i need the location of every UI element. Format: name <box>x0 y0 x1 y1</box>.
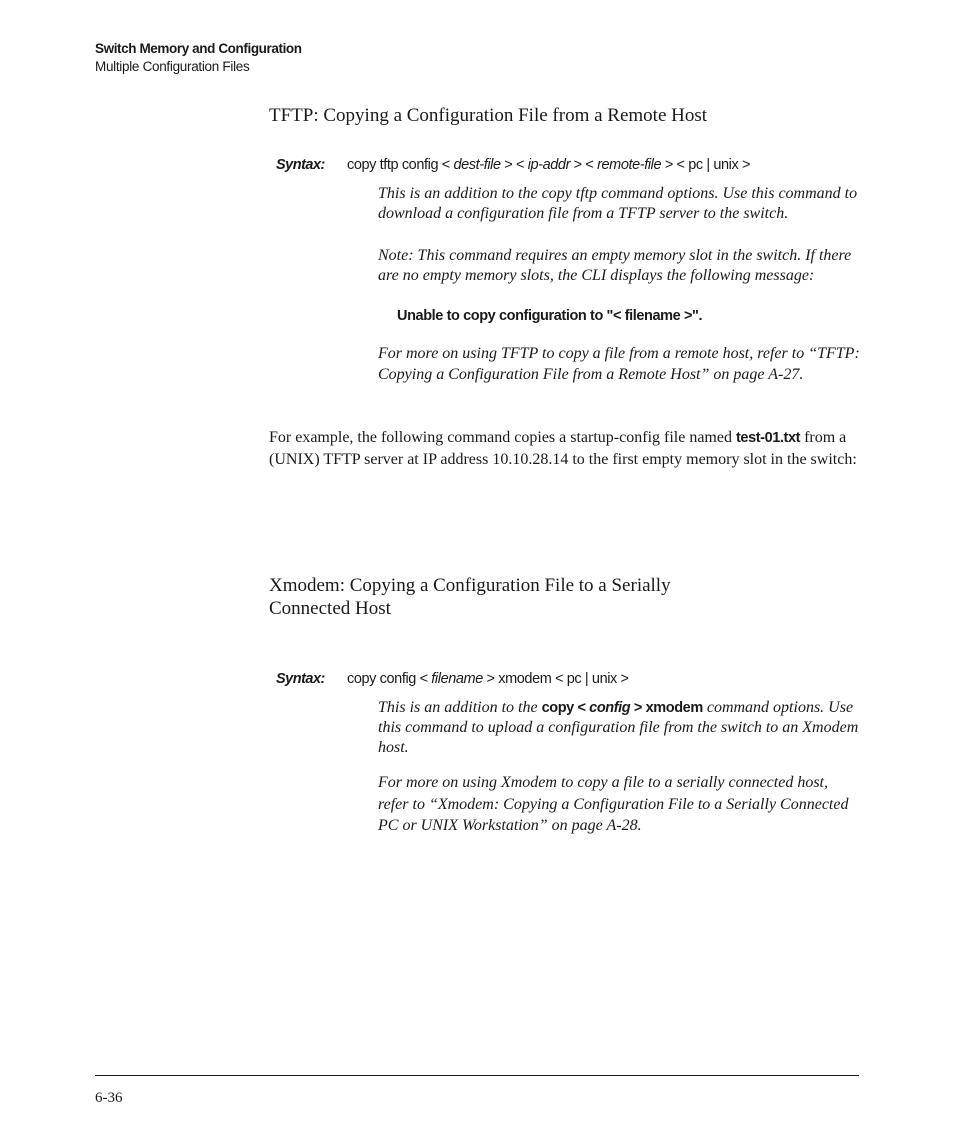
cmd-part: copy config < <box>347 671 428 687</box>
running-header-title: Switch Memory and Configuration <box>95 41 302 56</box>
tftp-reference: For more on using TFTP to copy a file from a remote host, refer to “TFTP: Copying a Configuration File from a Remote Host” on page A-27. <box>378 345 860 383</box>
tftp-section-heading: TFTP: Copying a Configuration File from a Remote Host <box>269 105 708 126</box>
example-filename: test-01.txt <box>735 430 801 446</box>
xmodem-syntax-label: Syntax: <box>276 671 325 687</box>
example-text: from a (UNIX) TFTP server at IP address 10.10.28.14 to the first empty memory slot in the switch: <box>269 429 857 468</box>
cmd-arg-filename: filename <box>431 671 483 687</box>
xmodem-section-heading <box>269 574 671 620</box>
error-message: Unable to copy configuration to "< filename >". <box>397 308 703 324</box>
cmd-arg-ip-addr: ip-addr <box>527 157 571 173</box>
cmd-arg-remote-file: remote-file <box>597 157 662 173</box>
cmd-part: > < <box>573 157 594 173</box>
example-paragraph <box>269 427 861 470</box>
xmodem-description <box>378 698 860 758</box>
tftp-syntax-label: Syntax: <box>276 157 325 173</box>
example-text: For example, the following command copies a startup-config file named <box>269 429 736 446</box>
cmd-part: > < <box>504 157 525 173</box>
cmd-part: > xmodem < pc | unix > <box>486 671 629 687</box>
footer-rule <box>95 1075 859 1076</box>
cmd-part: > < pc | unix > <box>664 157 751 173</box>
xmodem-heading-line-1: Xmodem: Copying a Configuration File to a Serially <box>269 575 671 596</box>
running-header-subtitle: Multiple Configuration Files <box>95 59 250 74</box>
desc-text: This is an addition to the <box>378 699 542 716</box>
desc-text: command options. Use this command to upload a configuration file from the switch to an Xmodem host. <box>378 699 859 756</box>
tftp-description: This is an addition to the copy tftp command options. Use this command to download a configuration file from a TFTP server to the switch. <box>378 185 858 222</box>
cmd-arg-dest-file: dest-file <box>453 157 501 173</box>
xmodem-syntax-command <box>347 671 629 687</box>
xmodem-heading-line-2: Connected Host <box>269 598 391 619</box>
cmd-part: copy tftp config < <box>347 157 450 173</box>
tftp-note: Note: This command requires an empty memory slot in the switch. If there are no empty memory slots, the CLI displays the following message: <box>378 247 852 284</box>
tftp-syntax-command <box>347 157 750 173</box>
inline-command: copy < config > xmodem <box>541 700 703 716</box>
xmodem-reference: For more on using Xmodem to copy a file to a serially connected host, refer to “Xmodem: Copying a Configuration File to a Serially Connected PC or UNIX Workstation” on page A-28. <box>378 774 849 834</box>
page-number: 6-36 <box>95 1090 123 1106</box>
